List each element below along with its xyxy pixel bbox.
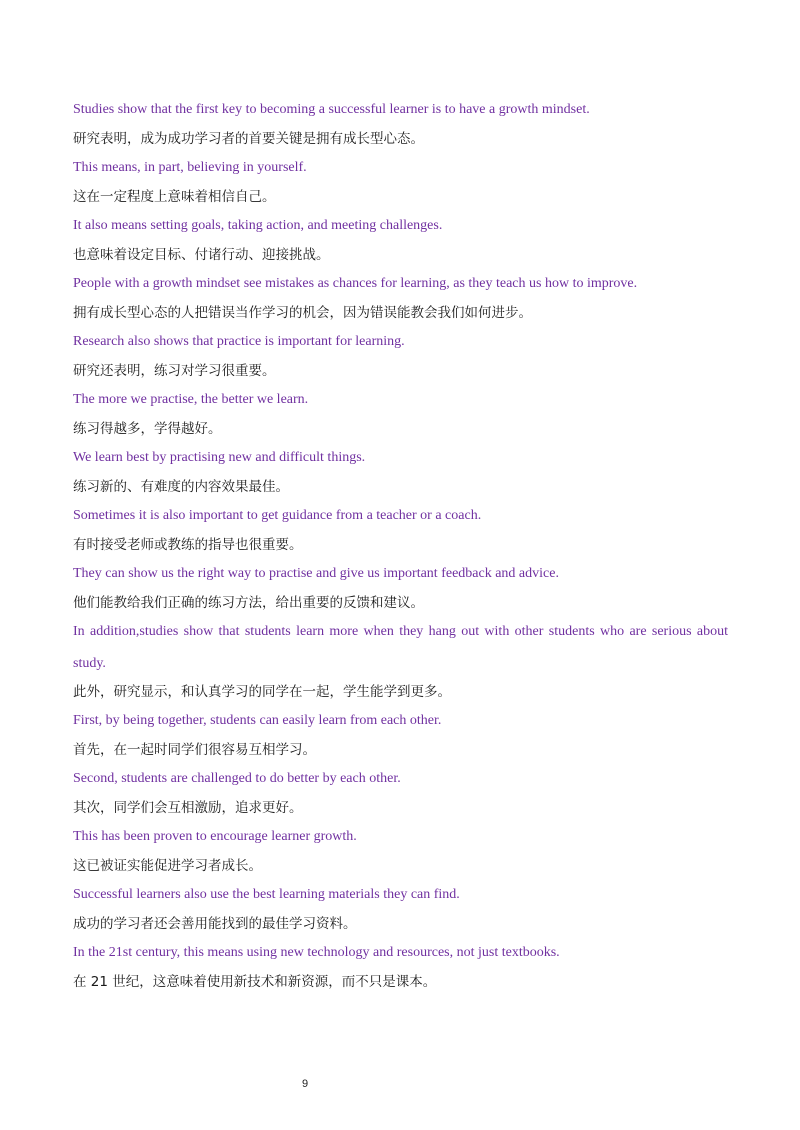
chinese-translation: 在 21 世纪，这意味着使用新技术和新资源，而不只是课本。	[73, 974, 437, 990]
chinese-translation: 研究表明，成为成功学习者的首要关键是拥有成长型心态。	[73, 131, 424, 147]
english-sentence: This means, in part, believing in yourself.	[73, 160, 307, 175]
english-sentence: This has been proven to encourage learner growth.	[73, 829, 357, 844]
chinese-translation: 此外，研究显示，和认真学习的同学在一起，学生能学到更多。	[73, 684, 451, 700]
page-number: 9	[301, 1078, 309, 1090]
english-sentence: Successful learners also use the best learning materials they can find.	[73, 887, 460, 902]
english-sentence: We learn best by practising new and difficult things.	[73, 450, 366, 465]
english-sentence: In the 21st century, this means using new technology and resources, not just textbooks.	[73, 945, 560, 960]
bilingual-text-body	[73, 99, 728, 1000]
chinese-translation: 练习得越多，学得越好。	[73, 421, 222, 437]
chinese-translation: 这在一定程度上意味着相信自己。	[73, 189, 276, 205]
english-sentence: People with a growth mindset see mistakes as chances for learning, as they teach us how to improve.	[73, 276, 638, 291]
english-sentence: Studies show that the first key to becoming a successful learner is to have a growth mindset.	[73, 102, 590, 117]
english-sentence: It also means setting goals, taking action, and meeting challenges.	[73, 218, 443, 233]
english-sentence: The more we practise, the better we learn.	[73, 392, 309, 407]
chinese-translation: 也意味着设定目标、付诸行动、迎接挑战。	[73, 247, 330, 263]
english-sentence: Research also shows that practice is important for learning.	[73, 334, 405, 349]
english-sentence: Second, students are challenged to do better by each other.	[73, 771, 401, 786]
chinese-translation: 研究还表明，练习对学习很重要。	[73, 363, 276, 379]
chinese-translation: 其次，同学们会互相激励，追求更好。	[73, 800, 303, 816]
chinese-translation: 他们能教给我们正确的练习方法，给出重要的反馈和建议。	[73, 595, 424, 611]
english-sentence: They can show us the right way to practise and give us important feedback and advice.	[73, 566, 559, 581]
chinese-translation: 成功的学习者还会善用能找到的最佳学习资料。	[73, 916, 357, 932]
chinese-translation: 这已被证实能促进学习者成长。	[73, 858, 262, 874]
chinese-translation: 练习新的、有难度的内容效果最佳。	[73, 479, 289, 495]
english-sentence: First, by being together, students can easily learn from each other.	[73, 713, 442, 728]
english-sentence: Sometimes it is also important to get guidance from a teacher or a coach.	[73, 508, 482, 523]
chinese-translation: 首先，在一起时同学们很容易互相学习。	[73, 742, 316, 758]
chinese-translation: 有时接受老师或教练的指导也很重要。	[73, 537, 303, 553]
chinese-translation: 拥有成长型心态的人把错误当作学习的机会，因为错误能教会我们如何进步。	[73, 305, 532, 321]
english-sentence: In addition,studies show that students learn more when they hang out with other students who are serious about study.	[73, 624, 728, 671]
